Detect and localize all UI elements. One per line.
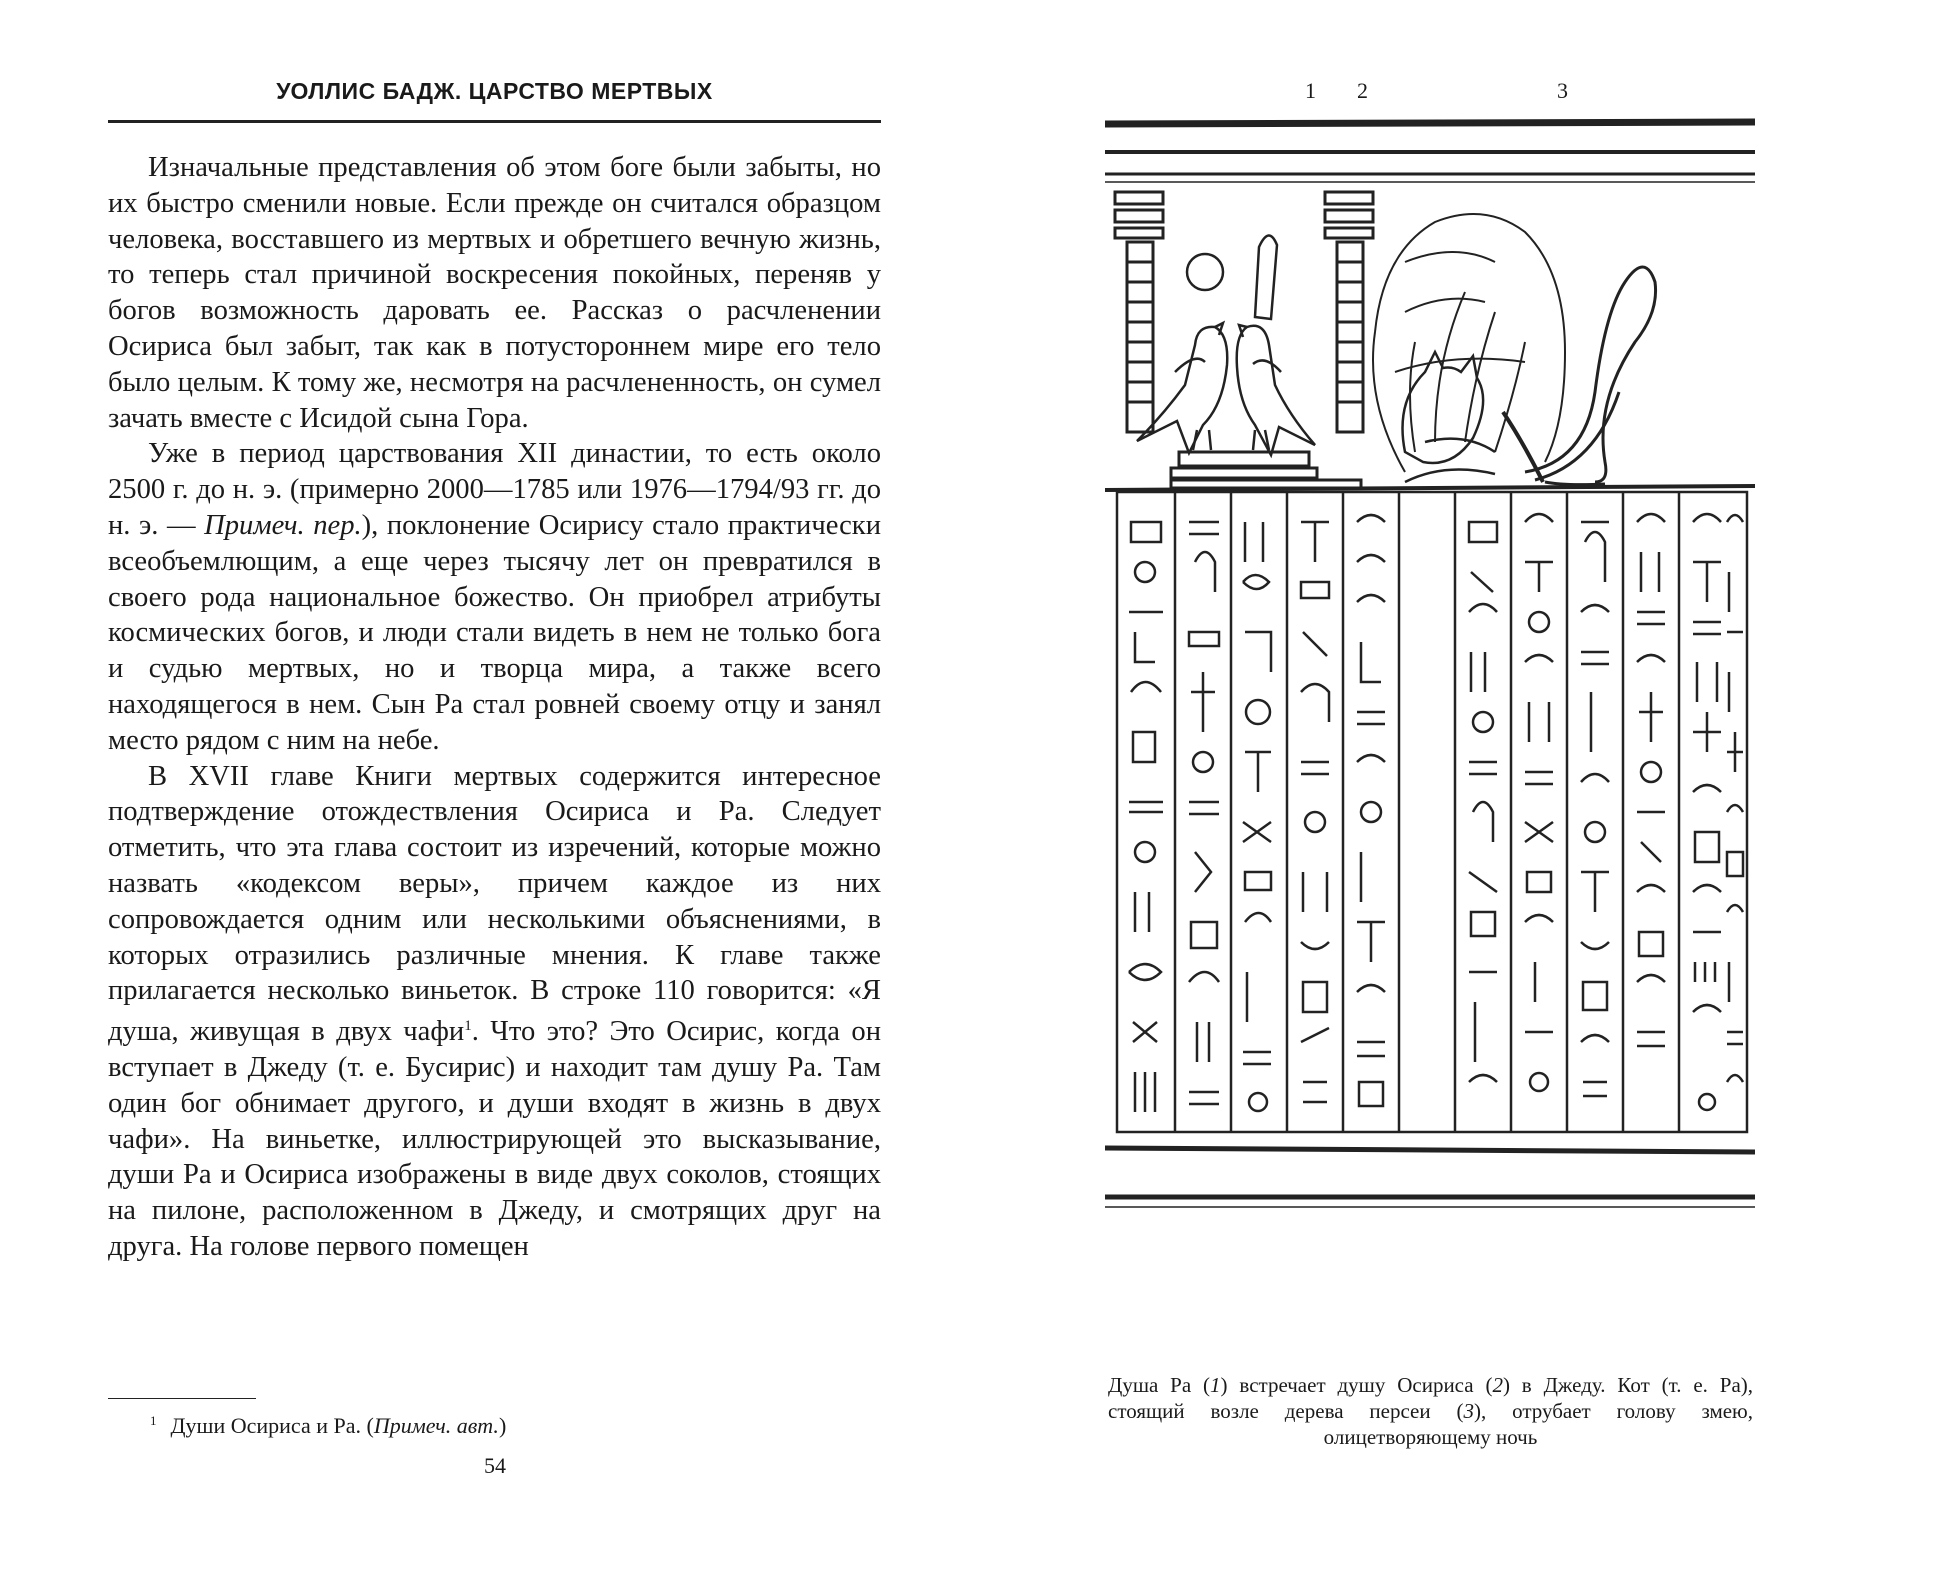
footnote-text-a: Души Осириса и Ра. ( [170,1413,374,1438]
right-pylon [1325,192,1373,432]
cat-ra-icon [1403,352,1544,482]
paragraph-3 [108,759,881,1265]
paragraph-2-italic-note: Примеч. пер. [204,509,362,541]
figure-label-3: 3 [1557,78,1568,103]
footnote-rule [108,1398,256,1399]
figure-label-1: 1 [1305,78,1316,103]
footnote-reference[interactable]: 1 [464,1018,472,1035]
bottom-border [1105,1148,1755,1207]
page-number: 54 [484,1453,506,1478]
paragraph-1: Изначальные представления об этом боге были забыты, но их быстро сменили новые. Если прежде он считался образцом человека, восставшего из мертвых и обретшего вечную жизнь, то теперь стал причиной воскресения покойных, переняв у богов возможность даровать ее. Рассказ о расчленении Осириса был забыт, так как в потустороннем мире его тело было целым. К тому же, несмотря на расчлененность, он сумел зачать вместе с Исидой сына Гора. [108,152,881,434]
pylon-pedestal [1171,452,1361,488]
footnote-marker: 1 [150,1413,157,1428]
footnote-text-b: ) [498,1413,507,1438]
hieroglyph-glyphs [1129,514,1743,1112]
caption-text-1: Душа Ра ( [1108,1373,1211,1397]
left-pylon [1115,192,1163,432]
falcon-ra-icon [1137,254,1227,453]
caption-ref-2: 2 [1492,1373,1503,1397]
top-border [1105,122,1755,182]
left-page [0,0,975,1578]
paragraph-2 [108,436,881,758]
footnote-italic-note: Примеч. авт. [373,1413,499,1438]
figure-label-2: 2 [1357,78,1368,103]
falcon-osiris-icon [1237,235,1315,455]
body-text [108,150,881,1265]
caption-text-3: ) в Джеду. Кот (т. е. Ра), стоящий возле дерева персеи ( [1108,1373,1754,1423]
paragraph-2-text-a: Уже в период царствования XII династии, то есть около 2500 г. до н. э. (примерно 2000—1785 или 1976—1794/93 гг. до н. э. — [108,438,881,541]
caption-text-2: ) встречает душу Осириса ( [1220,1373,1493,1397]
paragraph-2-text-b: ), поклонение Осирису стало практически всеобъемлющим, а еще через тысячу лет он превратился в своего рода национальное божество. Он приобрел атрибуты космических богов, и люди стали видеть в нем не только бога и судью мертвых, но и творца мира, а также всего находящегося в нем. Сын Ра стал ровней своему отцу и занял место рядом с ним на небе. [108,509,881,756]
figure-caption [1108,1372,1753,1450]
footnote [150,1407,506,1440]
running-head: УОЛЛИС БАДЖ. ЦАРСТВО МЕРТВЫХ [276,78,713,104]
caption-text-4: ), отрубает голову змею, олицетворяющему ночь [1323,1399,1753,1449]
vignette-illustration [1105,112,1755,1312]
paragraph-3-text-a: В XVII главе Книги мертвых содержится интересное подтверждение отождествления Осириса и Ра. Следует отметить, что эта глава состоит из изречений, которые можно назвать «кодексом веры», причем каждое из них сопровождается одним или несколькими объяснениями, в которых отразились различные мнения. К главе также прилагается несколько виньеток. В строке 110 говорится: «Я душа, живущая в двух чафи [108,760,881,1048]
serpent-icon [1525,267,1656,485]
figure-label-row [975,78,1955,108]
caption-ref-3: 3 [1463,1399,1474,1423]
right-page [975,0,1955,1578]
paragraph-3-text-b: . Что это? Это Осирис, когда он вступает в Джеду (т. е. Бусирис) и находит там душу Ра. Там один бог обнимает другого, и души входят в жизнь в двух чафи». На виньетке, иллюстрирующей это высказывание, души Ра и Осириса изображены в виде двух соколов, стоящих на пилоне, расположенном в Джеду, и смотрящих друг на друга. На голове первого помещен [108,1016,882,1262]
caption-ref-1: 1 [1210,1373,1221,1397]
header-rule [108,120,881,123]
